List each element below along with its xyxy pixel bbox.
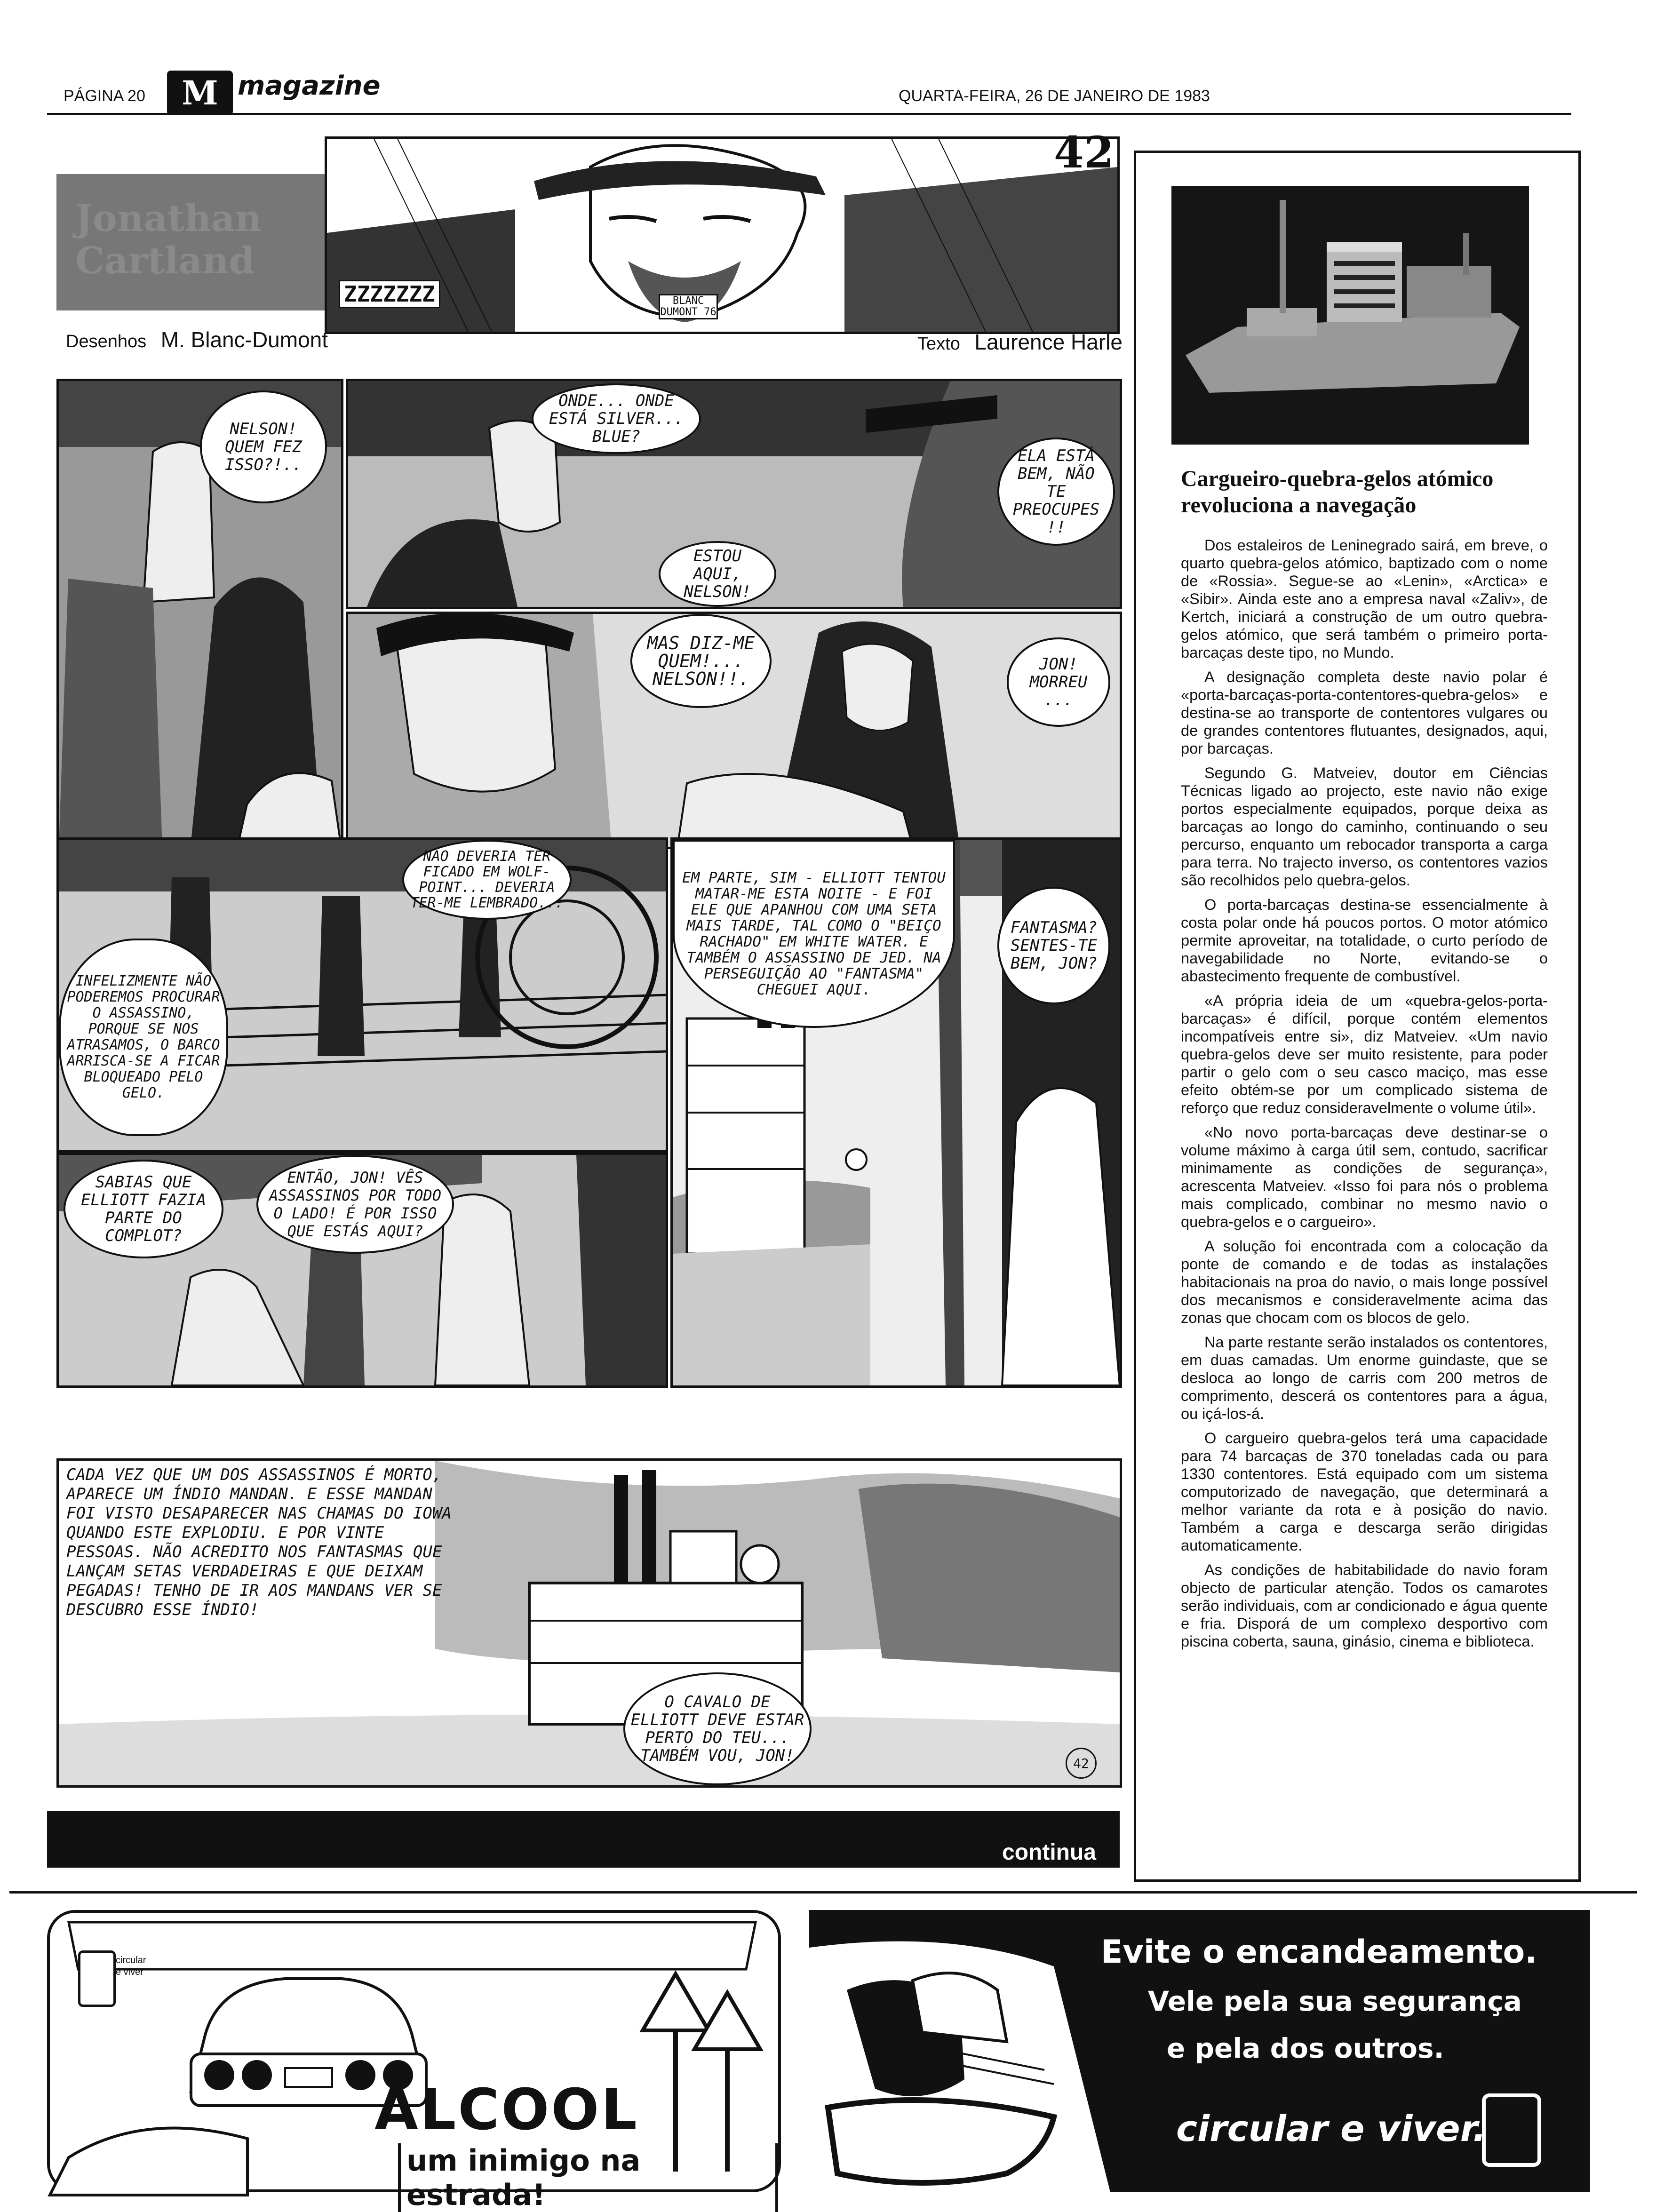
episode-number: 42 <box>1054 127 1115 178</box>
comic-panel-4 <box>56 837 668 1153</box>
speech-bubble-8: INFELIZMENTE NÃO PODEREMOS PROCURAR O ASSASSINO, PORQUE SE NOS ATRASAMOS, O BARCO ARRISCA-SE A FICAR BLOQUEADO PELO GELO. <box>59 939 228 1136</box>
header-rule <box>47 113 1571 115</box>
article-paragraph: A designação completa deste navio polar é «porta-barcaças-porta-contentores-quebra-gelos» e destina-se ao transporte de contentores vulgares ou de grandes contentores flutuantes, designados, aqui, por barcaças. <box>1181 668 1548 757</box>
section-separator <box>9 1891 1637 1894</box>
ad-right-line-3: e pela dos outros. <box>1167 2032 1444 2064</box>
comic-panel-1 <box>56 379 343 849</box>
snore-text: ZZZZZZZ <box>339 280 440 308</box>
speech-bubble-6: JON! MORREU ... <box>1007 637 1110 727</box>
drawings-author: M. Blanc-Dumont <box>160 327 328 352</box>
ad-right-line-1: Evite o encandeamento. <box>1101 1934 1537 1971</box>
caption-box-13: CADA VEZ QUE UM DOS ASSASSINOS É MORTO, APARECE UM ÍNDIO MANDAN. E ESSE MANDAN FOI VISTO DESAPARECER NAS CHAMAS DO IOWA QUANDO ESTE EXPLODIU. E POR VINTE PESSOAS. NÃO ACREDITO NOS FANTASMAS QUE LANÇAM SETAS VERDADEIRAS E QUE DEIXAM PEGADAS! TENHO DE IR AOS MANDANS VER SE DESCUBRO ESSE ÍNDIO! <box>66 1465 452 1619</box>
artist-signature: BLANC DUMONT 76 <box>659 294 718 319</box>
speech-bubble-14: O CAVALO DE ELLIOTT DEVE ESTAR PERTO DO TEU... TAMBÉM VOU, JON! <box>623 1672 812 1785</box>
speech-bubble-12: ENTÃO, JON! VÊS ASSASSINOS POR TODO O LADO! É POR ISSO QUE ESTÁS AQUI? <box>256 1155 454 1254</box>
article-title: Cargueiro-quebra-gelos atómico revoluciona a navegação <box>1181 466 1494 517</box>
article-paragraph: O cargueiro quebra-gelos terá uma capacidade para 74 barcaças de 370 toneladas cada ou para 1330 contentores. Está equipado com um sistema computorizado de navegação, que determinará a melhor variante da rota e à posição do navio. Também a carga e descarga serão dirigidas automaticamente. <box>1181 1430 1548 1554</box>
text-credit <box>917 329 1123 355</box>
issue-date: QUARTA-FEIRA, 26 DE JANEIRO DE 1983 <box>899 87 1210 105</box>
ad-right-line-2: Vele pela sua segurança <box>1148 1985 1522 2017</box>
article-paragraph: O porta-barcaças destina-se essencialmente à costa polar onde há poucos portos. O motor atómico permite aproveitar, na totalidade, o curto período de navegabilidade no Norte, evitando-se o abastecimento frequente de combustível. <box>1181 896 1548 985</box>
speech-bubble-3: ELA ESTÁ BEM, NÃO TE PREOCUPES !! <box>997 438 1115 546</box>
ad-right-logo-mark <box>1482 2093 1541 2167</box>
speech-bubble-2: ONDE... ONDE ESTÁ SILVER... BLUE? <box>532 383 701 454</box>
comic-title-ghost: Jonathan Cartland <box>75 197 262 282</box>
comic-panel-5 <box>670 837 1122 1388</box>
text-author: Laurence Harle <box>974 330 1123 354</box>
comic-panel-7 <box>56 1458 1122 1788</box>
ad-left-subline: um inimigo na estrada! <box>398 2143 778 2212</box>
drawings-label: Desenhos <box>66 332 147 351</box>
article-paragraph: «A própria ideia de um «quebra-gelos-porta-barcaças» é difícil, porque contém elementos incompatíveis entre si», diz Matveiev. «Um navio quebra-gelos deve ser muito resistente, para poder partir o gelo com o seu casco maciço, mas esse efeito obtém-se por um complicado sistema de reforço que reduz consideravelmente o volume útil». <box>1181 992 1548 1116</box>
continue-bar <box>47 1811 1120 1868</box>
comic-panel-6 <box>56 1153 668 1388</box>
continue-label[interactable]: continua <box>988 1837 1110 1868</box>
ad-left-logo-mark <box>78 1950 116 2007</box>
ad-left-logo-text-2: é viver <box>116 1967 143 1977</box>
article-paragraph: As condições de habitabilidade do navio foram objecto de particular atenção. Todos os camarotes serão individuais, com ar condicionado e água quente e fria. Disporá de um complexo desportivo com piscina coberta, sauna, ginásio, cinema e biblioteca. <box>1181 1561 1548 1650</box>
article-paragraph: Dos estaleiros de Leninegrado sairá, em breve, o quarto quebra-gelos atómico, baptizado com o nome de «Rossia». Segue-se ao «Lenin», «Arctica» e «Sibir». Ainda este ano a empresa naval «Zaliv», de Kertch, iniciará a construção de um outro quebra-gelos atómico, que será também o primeiro porta-barcaças deste tipo, no Mundo. <box>1181 537 1548 661</box>
speech-bubble-10: FANTASMA? SENTES-TE BEM, JON? <box>997 887 1110 1004</box>
magazine-logo-mark: M <box>167 71 233 115</box>
title-portrait-panel <box>325 136 1120 334</box>
article-paragraph: «No novo porta-barcaças deve destinar-se o volume máximo à carga útil sem, contudo, sacrificar minimamente as condições de segurança», acrescenta Matveiev. «Isso foi para nós o problema mais complicado, combinar no mesmo navio o quebra-gelos e o cargueiro». <box>1181 1124 1548 1230</box>
text-label: Texto <box>917 334 960 354</box>
comic-panel-2 <box>346 379 1122 609</box>
speech-bubble-7: NÃO DEVERIA TER FICADO EM WOLF-POINT... DEVERIA TER-ME LEMBRADO... <box>402 840 572 920</box>
article-paragraph: Segundo G. Matveiev, doutor em Ciências Técnicas ligado ao projecto, este navio não exige portos especialmente equipados, porque deixa as barcaças ao longo do caminho, continuando o seu percurso, enquanto um rebocador transporta a carga para terra. No trajecto inverso, os contentores vazios são recolhidos pelo quebra-gelos. <box>1181 764 1548 889</box>
ad-left-logo-text-1: circular <box>116 1955 146 1965</box>
article-paragraph: Na parte restante serão instalados os contentores, em duas camadas. Um enorme guindaste, que se desloca ao longo de carris com 200 metros de comprimento, descerá os contentores para a água, ou içá-los-á. <box>1181 1334 1548 1422</box>
drawings-credit <box>66 327 328 352</box>
speech-bubble-5: MAS DIZ-ME QUEM!... NELSON!!. <box>630 614 772 708</box>
speech-bubble-9: EM PARTE, SIM - ELLIOTT TENTOU MATAR-ME ESTA NOITE - E FOI ELE QUE APANHOU COM UMA SETA MAIS TARDE, TAL COMO O "BEIÇO RACHADO" EM WHITE WATER. E TAMBÉM O ASSASSINO DE JED. NA PERSEGUIÇÃO AO "FANTASMA" CHEGUEI AQUI. <box>673 840 955 1028</box>
speech-bubble-1: NELSON! QUEM FEZ ISSO?!.. <box>200 390 327 503</box>
icebreaker-photo <box>1171 186 1529 445</box>
article-body <box>1181 536 1548 1657</box>
alcohol-ad <box>47 1910 781 2212</box>
page-number: PÁGINA 20 <box>64 87 145 105</box>
comic-panel-3 <box>346 612 1122 849</box>
speech-bubble-4: ESTOU AQUI, NELSON! <box>659 541 776 607</box>
ad-left-headline: ÁLCOOL <box>374 2077 639 2143</box>
speech-bubble-11: SABIAS QUE ELLIOTT FAZIA PARTE DO COMPLOT? <box>64 1160 223 1258</box>
section-title: magazine <box>238 71 381 101</box>
ad-right-slogan: circular e viver. <box>1176 2108 1487 2149</box>
article-paragraph: A solução foi encontrada com a colocação da ponte de comando e de todas as instalações habitacionais na proa do navio, o mais longe possível dos mecanismos e consideravelmente acima das zonas que chocam com os blocos de gelo. <box>1181 1238 1548 1326</box>
portrait-illustration <box>327 139 1117 332</box>
page-mark: 42 <box>1066 1748 1097 1779</box>
glare-safety-ad <box>809 1910 1590 2192</box>
icebreaker-ship-illustration <box>1171 186 1529 445</box>
